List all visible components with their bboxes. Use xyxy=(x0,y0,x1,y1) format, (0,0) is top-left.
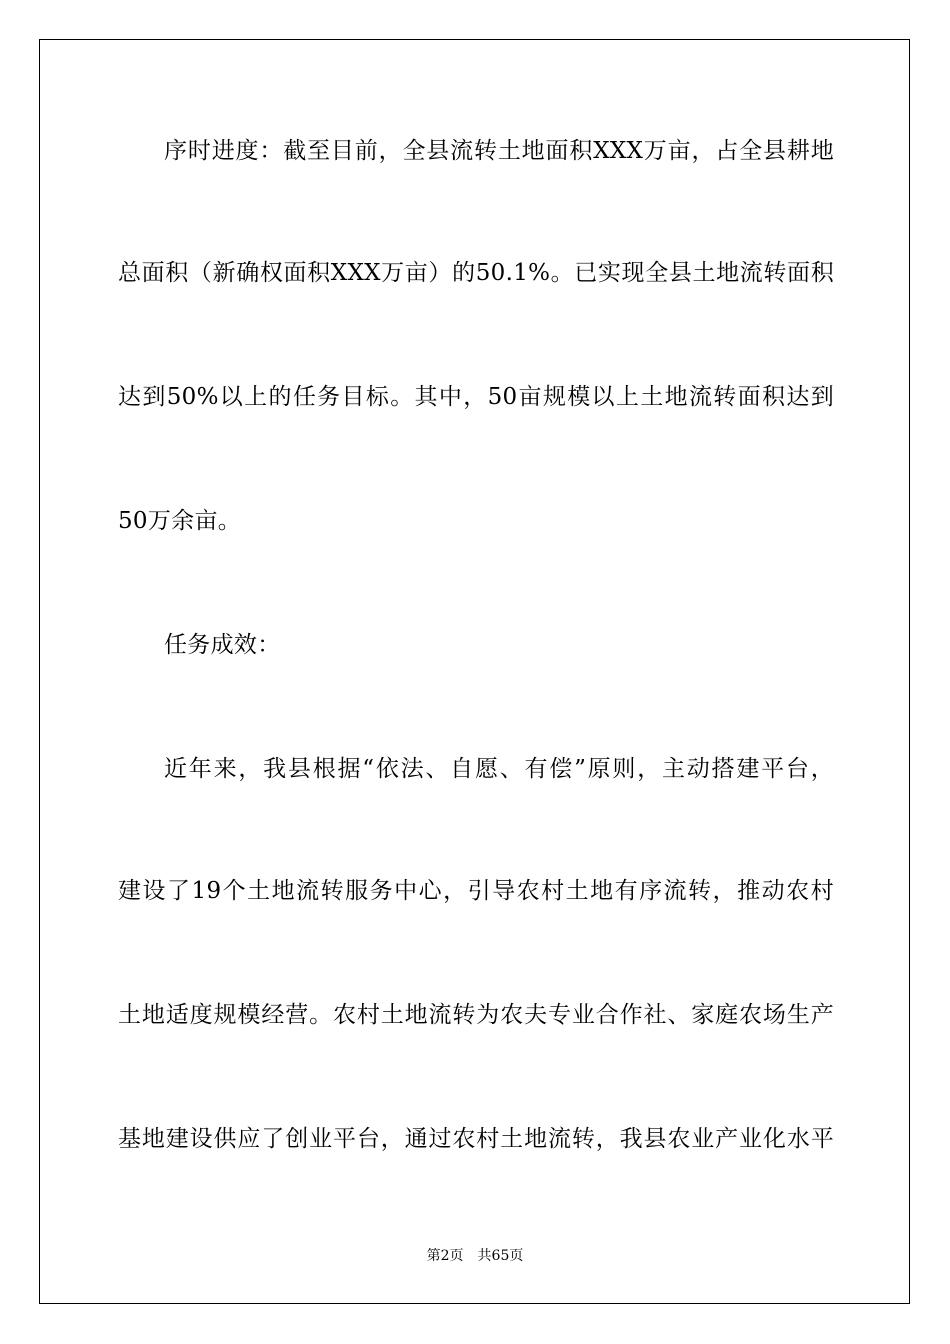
text-line-4: 50万余亩。 xyxy=(118,508,242,534)
page-footer xyxy=(0,1247,950,1265)
text-line-1: 序时进度：截至目前，全县流转土地面积XXX万亩，占全县耕地 xyxy=(164,138,834,164)
total-pages-label: 共65页 xyxy=(477,1248,524,1264)
text-line-9: 基地建设供应了创业平台，通过农村土地流转，我县农业产业化水平 xyxy=(118,1126,834,1152)
current-page-label: 第2页 xyxy=(426,1248,464,1264)
text-line-3: 达到50%以上的任务目标。其中，50亩规模以上土地流转面积达到 xyxy=(118,384,834,410)
text-line-6: 近年来，我县根据“依法、自愿、有偿”原则，主动搭建平台， xyxy=(164,756,834,782)
text-line-2: 总面积（新确权面积XXX万亩）的50.1%。已实现全县土地流转面积 xyxy=(118,260,834,286)
page-border xyxy=(39,39,910,1304)
text-line-5: 任务成效： xyxy=(164,632,281,658)
text-line-7: 建设了19个土地流转服务中心，引导农村土地有序流转，推动农村 xyxy=(118,878,834,904)
text-line-8: 土地适度规模经营。农村土地流转为农夫专业合作社、家庭农场生产 xyxy=(118,1002,834,1028)
